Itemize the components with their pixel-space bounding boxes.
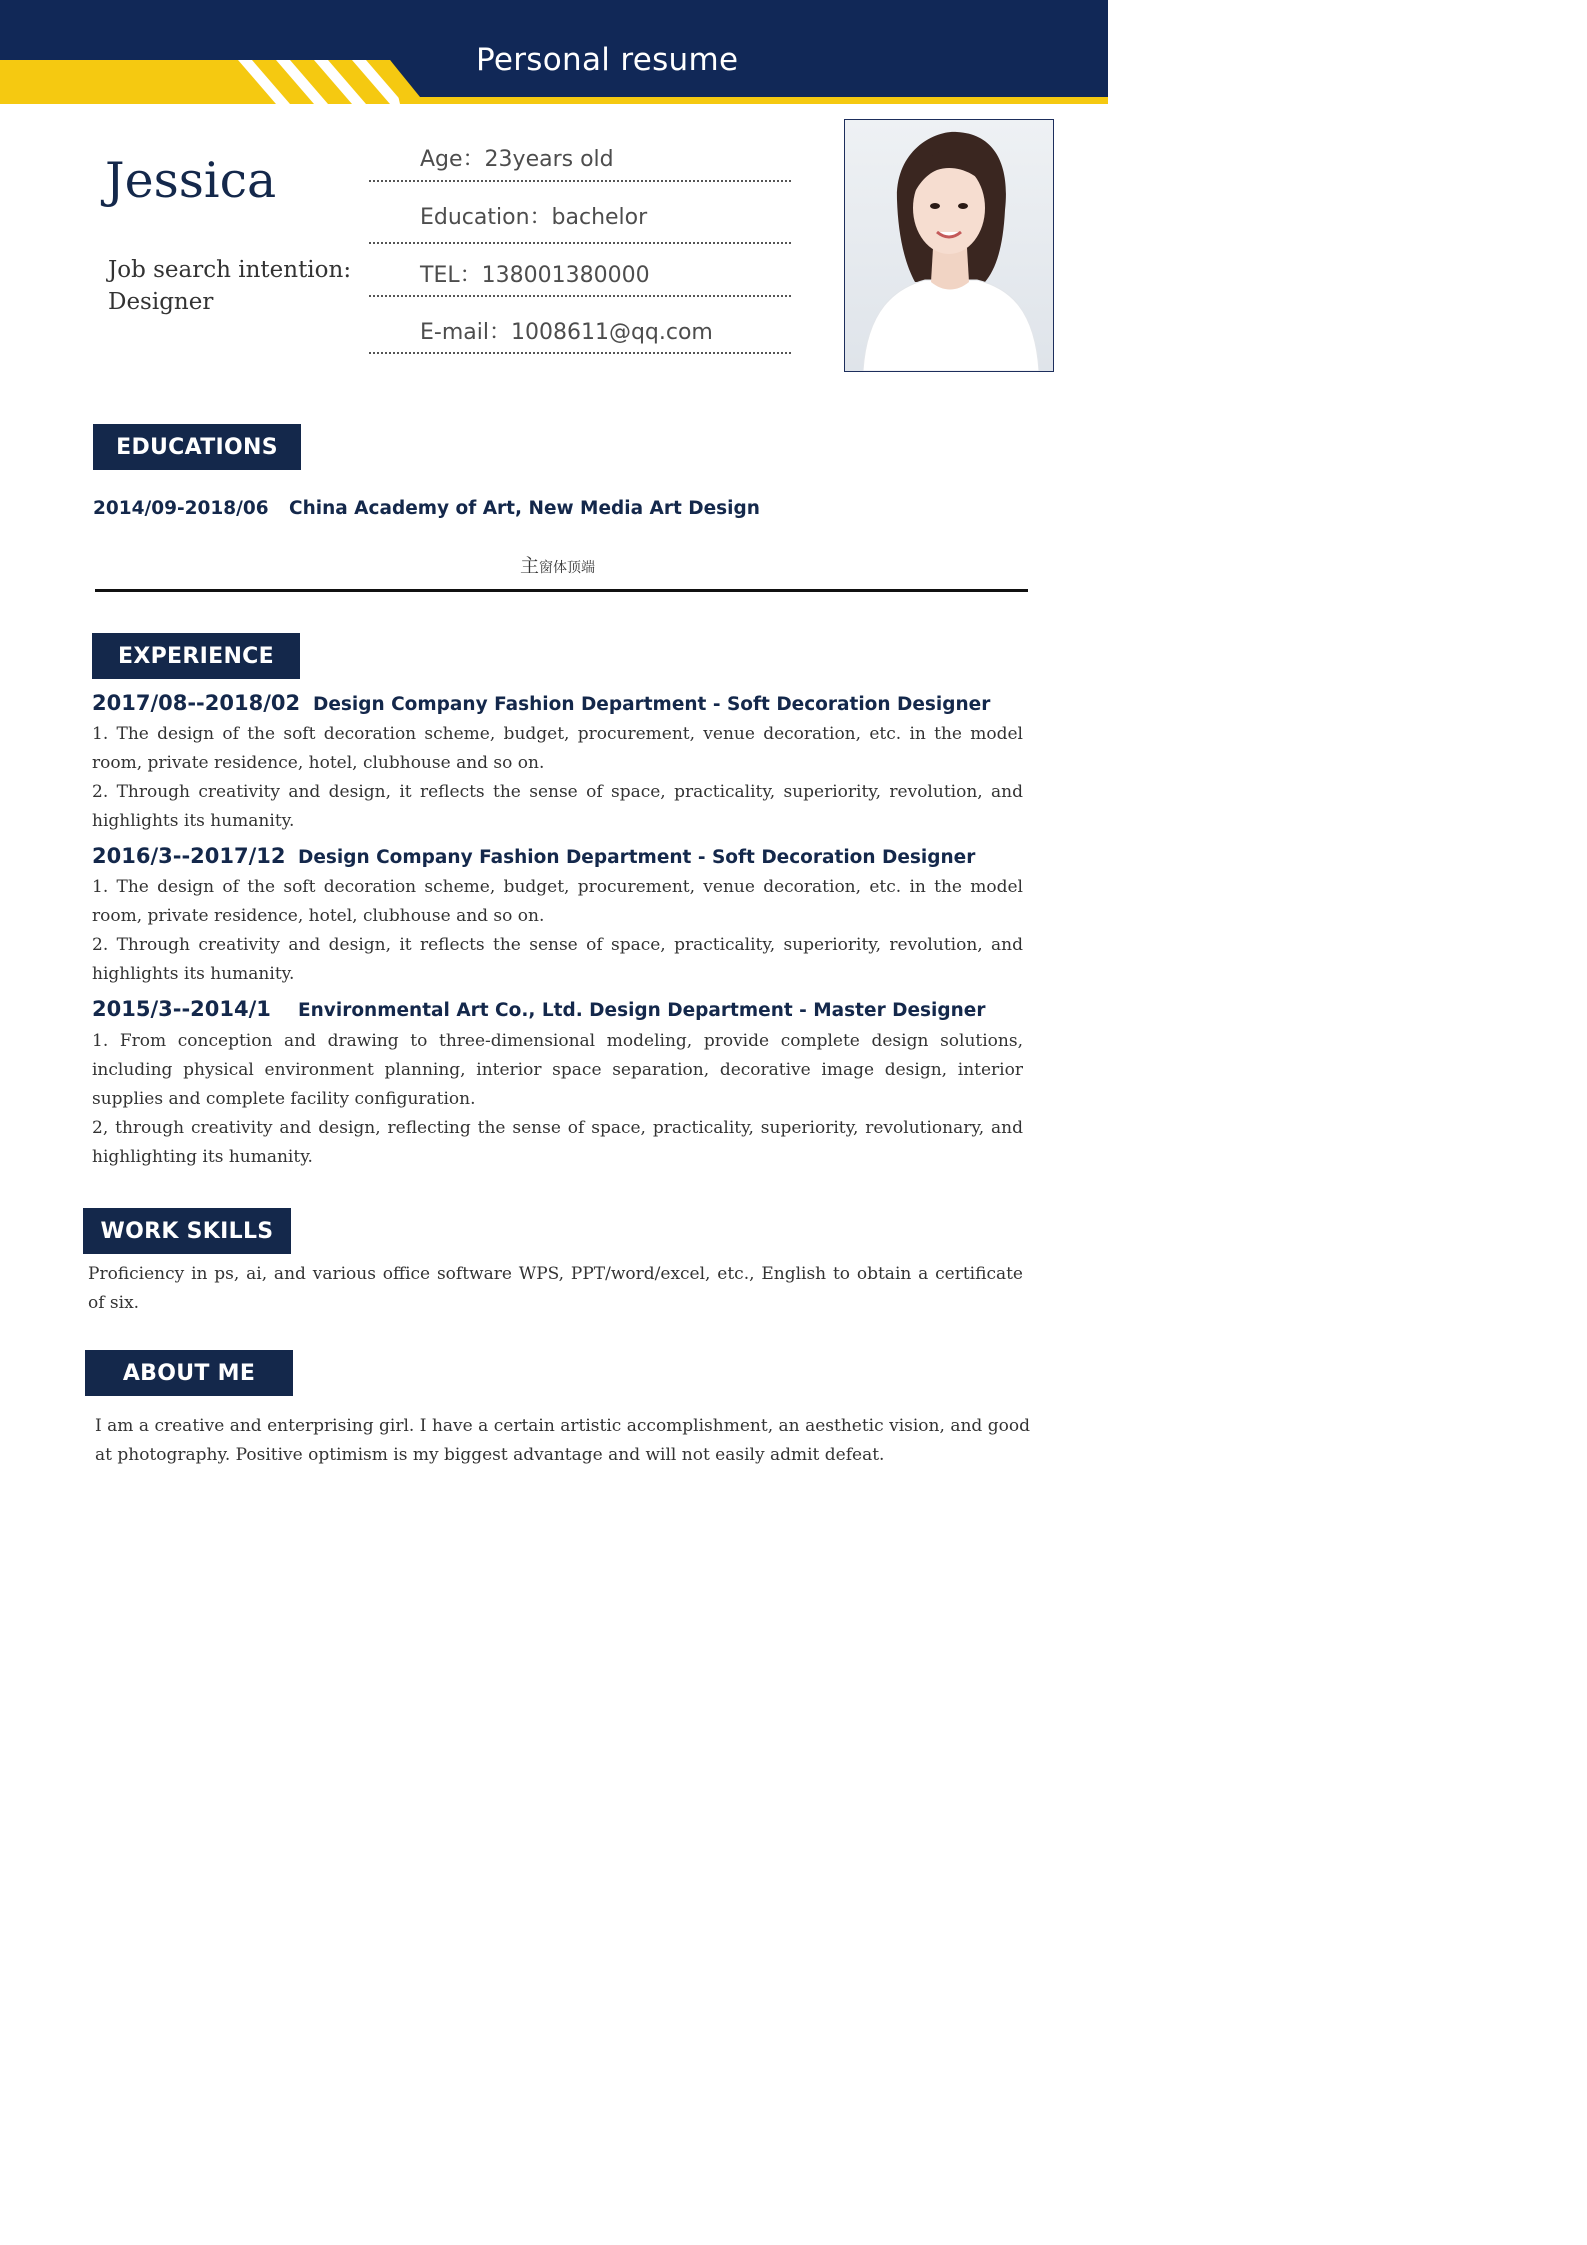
job-header [92, 997, 986, 1021]
skills-text: Proficiency in ps, ai, and various office software WPS, PPT/word/excel, etc., English to obtain a certificate of six. [88, 1264, 1023, 1313]
job-point: 2. Through creativity and design, it reflects the sense of space, practicality, superiority, revolution, and highlights its humanity. [92, 782, 1023, 831]
section-educations: EDUCATIONS [93, 424, 301, 470]
job-point: 1. The design of the soft decoration scheme, budget, procurement, venue decoration, etc. in the model room, private residence, hotel, clubhouse and so on. [92, 724, 1023, 773]
profile-photo [844, 119, 1054, 372]
about-text: I am a creative and enterprising girl. I have a certain artistic accomplishment, an aesthetic vision, and good at photography. Positive optimism is my biggest advantage and will not easily admit defeat. [95, 1416, 1030, 1465]
portrait-illustration [845, 120, 1053, 371]
education-note-big: 主 [520, 555, 540, 577]
candidate-name: Jessica [105, 152, 277, 209]
job-title: Environmental Art Co., Ltd. Design Department - Master Designer [298, 1000, 986, 1021]
info-age-row [369, 138, 791, 182]
job-point: 1. The design of the soft decoration scheme, budget, procurement, venue decoration, etc. in the model room, private residence, hotel, clubhouse and so on. [92, 877, 1023, 926]
section-about-me: ABOUT ME [85, 1350, 293, 1396]
job-intention-label: Job search intention: [108, 257, 352, 283]
info-education: Education：bachelor [420, 205, 648, 230]
job-point: 2. Through creativity and design, it reflects the sense of space, practicality, superiority, revolution, and highlights its humanity. [92, 935, 1023, 984]
job-header [92, 691, 991, 715]
info-email-row [369, 297, 791, 354]
info-tel-row [369, 244, 791, 297]
header-band [0, 0, 1108, 104]
info-email: E-mail：1008611@qq.com [420, 320, 713, 345]
job-period: 2016/3--2017/12 [92, 844, 286, 868]
job-intention-value: Designer [108, 289, 214, 315]
education-period: 2014/09-2018/06 [93, 498, 269, 519]
section-divider [95, 589, 1028, 592]
job-title: Design Company Fashion Department - Soft Decoration Designer [298, 847, 976, 868]
job-intention [108, 254, 368, 318]
job-period: 2017/08--2018/02 [92, 691, 301, 715]
info-tel: TEL：138001380000 [420, 263, 650, 288]
document-title: Personal resume [476, 42, 739, 78]
job-title: Design Company Fashion Department - Soft Decoration Designer [313, 694, 991, 715]
section-work-skills: WORK SKILLS [83, 1208, 291, 1254]
education-note-small: 窗体顶端 [539, 560, 596, 576]
job-period: 2015/3--2014/1 [92, 997, 271, 1021]
info-education-row [369, 182, 791, 244]
section-experience: EXPERIENCE [92, 633, 300, 679]
info-age: Age：23years old [420, 147, 614, 172]
education-note [520, 551, 595, 578]
education-school: China Academy of Art, New Media Art Design [289, 498, 760, 519]
job-point: 1. From conception and drawing to three-dimensional modeling, provide complete design solutions, including physical environment planning, interior space separation, decorative image design, interior supplies and complete facility configuration. [92, 1031, 1023, 1109]
job-header [92, 844, 976, 868]
job-point: 2, through creativity and design, reflecting the sense of space, practicality, superiority, revolutionary, and highlighting its humanity. [92, 1118, 1023, 1167]
